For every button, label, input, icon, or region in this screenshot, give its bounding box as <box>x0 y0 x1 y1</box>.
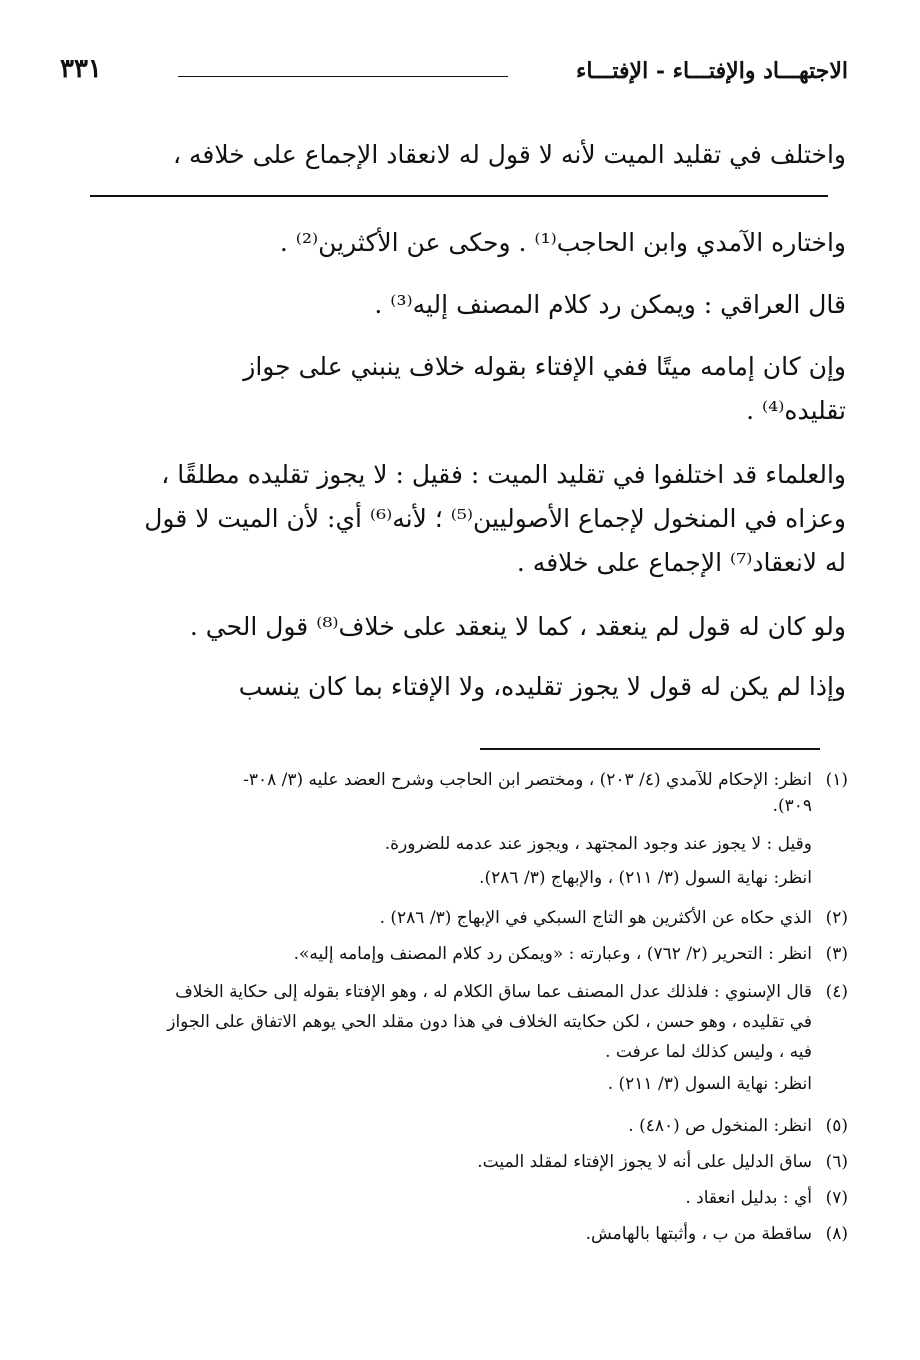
body-line: واختاره الآمدي وابن الحاجب⁽¹⁾ . وحكى عن الأكثرين⁽²⁾ . <box>279 228 846 257</box>
footnote-number: (٣) <box>825 944 848 964</box>
footnote-continuation <box>72 834 848 854</box>
footnote-text: ٣٠٩). <box>772 796 812 816</box>
footnote-continuation <box>72 868 848 888</box>
footnote-1 <box>72 770 848 790</box>
footnote-3 <box>72 944 848 964</box>
footnote-continuation <box>72 1012 848 1032</box>
running-title: الاجتهـــاد والإفتـــاء - الإفتـــاء <box>575 58 848 84</box>
footnote-text: انظر: نهاية السول (٣/ ٢١١) . <box>607 1074 812 1094</box>
footnote-continuation <box>72 1074 848 1094</box>
footnote-continuation <box>72 796 848 816</box>
quote-underline <box>90 195 828 197</box>
footnote-text: انظر: الإحكام للآمدي (٤/ ٢٠٣) ، ومختصر ابن الحاجب وشرح العضد عليه (٣/ ٣٠٨- <box>243 770 812 790</box>
footnote-continuation <box>72 1042 848 1062</box>
body-line: له لانعقاد⁽⁷⁾ الإجماع على خلافه . <box>516 548 846 577</box>
footnote-6 <box>72 1152 848 1172</box>
footnote-text: فيه ، وليس كذلك لما عرفت . <box>605 1042 812 1062</box>
footnote-text: ساقطة من ب ، وأثبتها بالهامش. <box>585 1224 812 1244</box>
footnote-5 <box>72 1116 848 1136</box>
footnote-text: انظر: المنخول ص (٤٨٠) . <box>628 1116 812 1136</box>
footnote-number: (٥) <box>825 1116 848 1136</box>
body-line: والعلماء قد اختلفوا في تقليد الميت : فقيل : لا يجوز تقليده مطلقًا ، <box>161 460 846 489</box>
footnote-2 <box>72 908 848 928</box>
footnote-text: في تقليده ، وهو حسن ، لكن حكايته الخلاف في هذا دون مقلد الحي يوهم الاتفاق على الجواز <box>167 1012 812 1032</box>
footnote-number: (٦) <box>825 1152 848 1172</box>
footnote-number: (٤) <box>825 982 848 1002</box>
footnote-separator <box>480 748 820 750</box>
body-line: وعزاه في المنخول لإجماع الأصوليين⁽⁵⁾ ؛ لأنه⁽⁶⁾ أي: لأن الميت لا قول <box>144 504 846 533</box>
body-line: وإن كان إمامه ميتًا ففي الإفتاء بقوله خلاف ينبني على جواز <box>243 352 846 381</box>
footnote-text: أي : بدليل انعقاد . <box>685 1188 812 1208</box>
body-line: قال العراقي : ويمكن رد كلام المصنف إليه⁽³⁾ . <box>374 290 846 319</box>
footnote-8 <box>72 1224 848 1244</box>
footnote-7 <box>72 1188 848 1208</box>
footnote-number: (٧) <box>825 1188 848 1208</box>
footnote-number: (٢) <box>825 908 848 928</box>
footnote-text: قال الإسنوي : فلذلك عدل المصنف عما ساق الكلام له ، وهو الإفتاء بقوله إلى حكاية الخلاف <box>175 982 812 1002</box>
body-line: ولو كان له قول لم ينعقد ، كما لا ينعقد على خلاف⁽⁸⁾ قول الحي . <box>189 612 846 641</box>
body-line: تقليده⁽⁴⁾ . <box>746 396 846 425</box>
footnote-number: (٨) <box>825 1224 848 1244</box>
footnote-text: انظر: نهاية السول (٣/ ٢١١) ، والإبهاج (٣/ ٢٨٦). <box>479 868 812 888</box>
quoted-matn-line: واختلف في تقليد الميت لأنه لا قول له لانعقاد الإجماع على خلافه ، <box>172 140 846 169</box>
footnote-4 <box>72 982 848 1002</box>
footnote-text: انظر : التحرير (٢/ ٧٦٢) ، وعبارته : «ويمكن رد كلام المصنف وإمامه إليه». <box>293 944 812 964</box>
footnote-text: الذي حكاه عن الأكثرين هو التاج السبكي في الإبهاج (٣/ ٢٨٦) . <box>379 908 812 928</box>
body-line: وإذا لم يكن له قول لا يجوز تقليده، ولا الإفتاء بما كان ينسب <box>238 672 846 701</box>
footnote-number: (١) <box>825 770 848 790</box>
footnote-text: ساق الدليل على أنه لا يجوز الإفتاء لمقلد الميت. <box>477 1152 812 1172</box>
footnote-text: وقيل : لا يجوز عند وجود المجتهد ، ويجوز عند عدمه للضرورة. <box>384 834 812 854</box>
main-text <box>80 0 846 740</box>
page-number: ٣٣١ <box>60 54 102 84</box>
